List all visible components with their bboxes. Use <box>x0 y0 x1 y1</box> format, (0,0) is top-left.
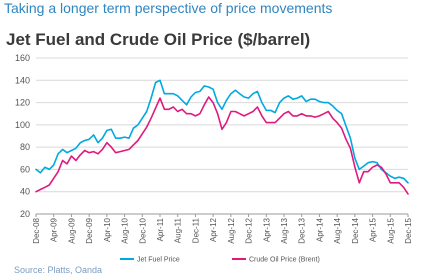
x-tick-label: Aug-10 <box>120 218 130 244</box>
x-tick-label: Dec-12 <box>244 217 254 244</box>
y-tick-label: 60 <box>19 164 30 175</box>
x-tick-label: Dec-13 <box>297 218 307 244</box>
chart-subtitle: Taking a longer term perspective of price movements <box>4 0 333 16</box>
series-lines <box>36 80 408 194</box>
x-tick-label: Apr-11 <box>156 218 165 242</box>
x-tick-label: Aug-09 <box>67 218 77 244</box>
legend-label: Crude Oil Price (Brent) <box>249 256 320 264</box>
x-tick-label: Dec-11 <box>191 218 201 244</box>
y-tick-label: 40 <box>19 186 30 197</box>
y-axis <box>15 53 30 219</box>
x-tick-label: Dec-09 <box>85 218 95 244</box>
x-tick-label: Aug-11 <box>173 218 183 244</box>
x-tick-label: Aug-13 <box>280 218 289 244</box>
x-tick-label: Apr-12 <box>209 218 219 243</box>
legend <box>120 257 320 264</box>
x-tick-label: Aug-15 <box>386 218 396 244</box>
y-tick-label: 120 <box>14 97 30 108</box>
x-axis <box>32 214 413 244</box>
x-tick-label: Apr-09 <box>49 218 59 243</box>
chart-title: Jet Fuel and Crude Oil Price ($/barrel) <box>6 30 311 49</box>
source-note: Source: Platts, Oanda <box>14 265 103 275</box>
x-tick-label: Aug-12 <box>226 218 236 244</box>
x-tick-label: Aug-14 <box>333 218 343 244</box>
x-tick-label: Apr-15 <box>368 218 378 243</box>
y-tick-label: 160 <box>14 53 30 63</box>
x-tick-label: Dec-08 <box>32 218 41 244</box>
x-tick-label: Dec-10 <box>138 218 148 244</box>
x-tick-label: Apr-13 <box>262 218 272 243</box>
legend-label: Jet Fuel Price <box>137 256 180 264</box>
x-tick-label: Dec-15 <box>404 218 413 244</box>
y-tick-label: 20 <box>19 209 30 219</box>
y-tick-label: 140 <box>14 75 30 86</box>
x-tick-label: Apr-10 <box>102 218 112 243</box>
x-tick-label: Dec-14 <box>350 218 360 244</box>
x-tick-label: Apr-14 <box>315 218 325 243</box>
y-tick-label: 100 <box>14 119 30 130</box>
jet-fuel-line <box>36 80 408 183</box>
y-tick-label: 80 <box>19 142 30 153</box>
